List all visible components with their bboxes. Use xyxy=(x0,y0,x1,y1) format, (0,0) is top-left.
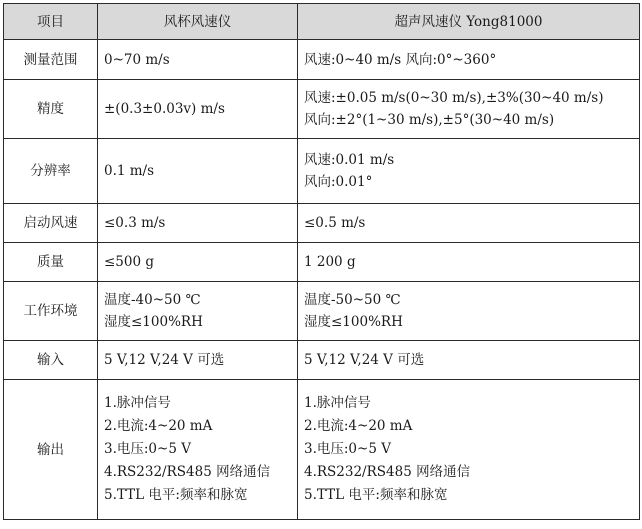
row-label: 输入 xyxy=(4,341,98,380)
table-row xyxy=(4,139,640,204)
cup-value: ≤0.3 m/s xyxy=(98,204,298,243)
table-row xyxy=(4,341,640,380)
table-row xyxy=(4,40,640,80)
row-label: 质量 xyxy=(4,243,98,282)
header-item: 项目 xyxy=(4,4,98,40)
spec-comparison-table xyxy=(3,3,640,520)
ultrasonic-value: 温度-50~50 ℃ 湿度≤100%RH xyxy=(298,282,640,341)
header-ultrasonic-anemometer: 超声风速仪 Yong81000 xyxy=(298,4,640,40)
row-label: 工作环境 xyxy=(4,282,98,341)
ultrasonic-value: 1 200 g xyxy=(298,243,640,282)
row-label: 分辨率 xyxy=(4,139,98,204)
ultrasonic-value: 1.脉冲信号 2.电流:4~20 mA 3.电压:0~5 V 4.RS232/RS485 网络通信 5.TTL 电平:频率和脉宽 xyxy=(298,380,640,520)
row-label: 测量范围 xyxy=(4,40,98,80)
table-row xyxy=(4,282,640,341)
header-row xyxy=(4,4,640,40)
row-label: 输出 xyxy=(4,380,98,520)
row-label: 精度 xyxy=(4,80,98,139)
header-cup-anemometer: 风杯风速仪 xyxy=(98,4,298,40)
table-row xyxy=(4,380,640,520)
ultrasonic-value: ≤0.5 m/s xyxy=(298,204,640,243)
cup-value: 1.脉冲信号 2.电流:4~20 mA 3.电压:0~5 V 4.RS232/RS485 网络通信 5.TTL 电平:频率和脉宽 xyxy=(98,380,298,520)
cup-value: 0.1 m/s xyxy=(98,139,298,204)
ultrasonic-value: 风速:0.01 m/s 风向:0.01° xyxy=(298,139,640,204)
table-row xyxy=(4,204,640,243)
table-row xyxy=(4,80,640,139)
cup-value: ≤500 g xyxy=(98,243,298,282)
cup-value: ±(0.3±0.03v) m/s xyxy=(98,80,298,139)
table-row xyxy=(4,243,640,282)
row-label: 启动风速 xyxy=(4,204,98,243)
ultrasonic-value: 5 V,12 V,24 V 可选 xyxy=(298,341,640,380)
cup-value: 5 V,12 V,24 V 可选 xyxy=(98,341,298,380)
ultrasonic-value: 风速:0~40 m/s 风向:0°~360° xyxy=(298,40,640,80)
cup-value: 温度-40~50 ℃ 湿度≤100%RH xyxy=(98,282,298,341)
ultrasonic-value: 风速:±0.05 m/s(0~30 m/s),±3%(30~40 m/s) 风向:±2°(1~30 m/s),±5°(30~40 m/s) xyxy=(298,80,640,139)
cup-value: 0~70 m/s xyxy=(98,40,298,80)
